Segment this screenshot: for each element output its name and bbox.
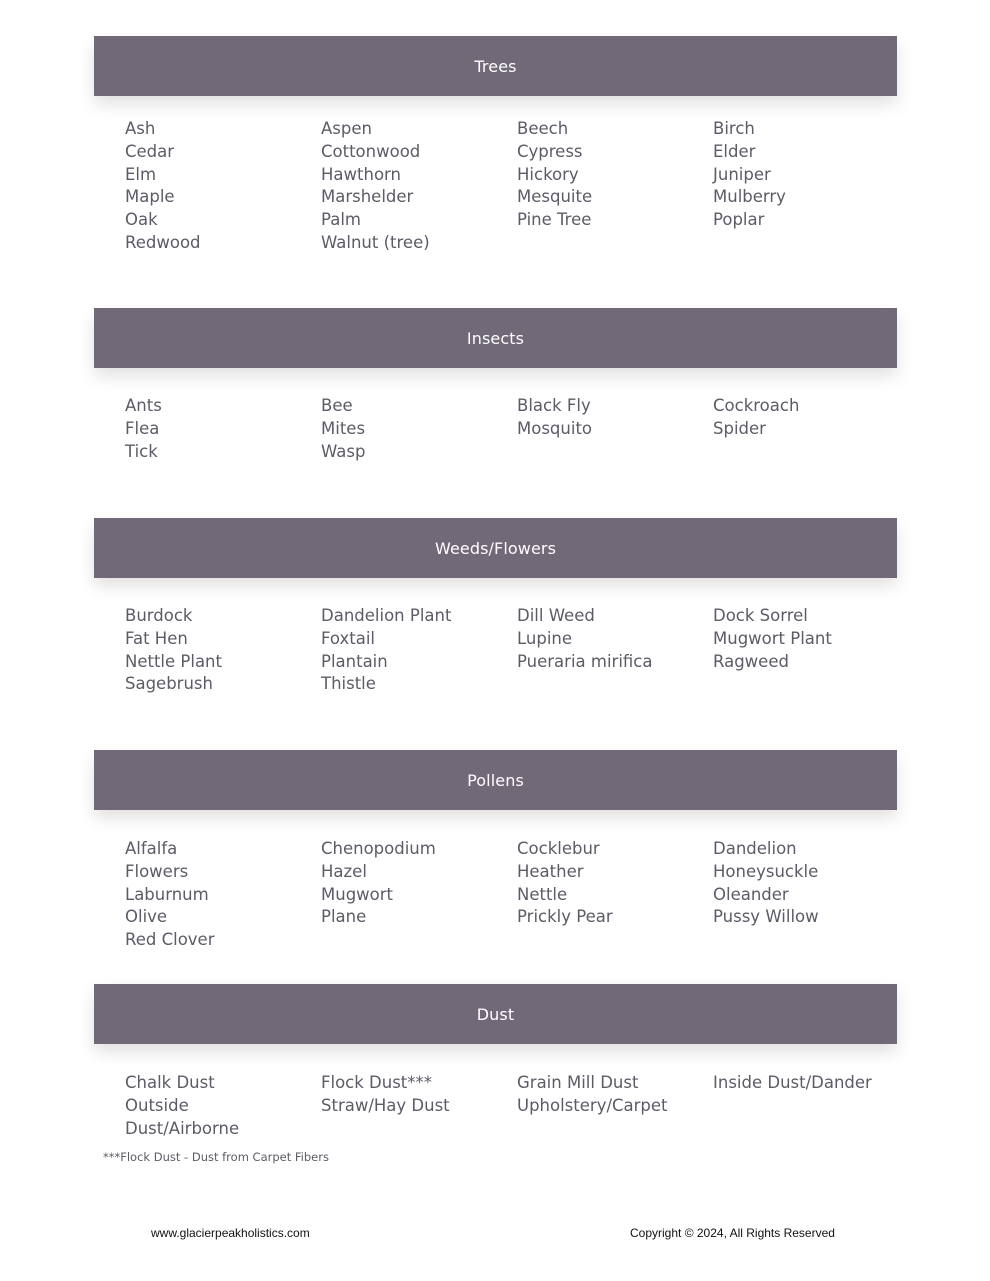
- list-item: Plane: [321, 907, 367, 927]
- list-item: Foxtail: [321, 628, 376, 648]
- section-title: Pollens: [467, 770, 524, 790]
- list-item: Flea: [125, 418, 160, 438]
- list-item: Black Fly: [517, 396, 591, 415]
- section-header-pollens: [94, 750, 897, 810]
- list-item: Oleander: [713, 884, 789, 904]
- list-item: Mosquito: [517, 418, 593, 438]
- list-item: Bee: [321, 396, 353, 415]
- list-item: Marshelder: [321, 187, 414, 207]
- list-item: Ash: [125, 119, 156, 138]
- list-item: Pine Tree: [517, 210, 592, 230]
- section-weeds-flowers: [94, 518, 897, 696]
- section-header-dust: [94, 984, 897, 1044]
- list-item: Spider: [713, 418, 766, 438]
- item-grid-dust: [94, 1072, 897, 1140]
- list-item: Tick: [125, 441, 158, 461]
- list-item: Lupine: [517, 628, 573, 648]
- list-item: Elm: [125, 164, 157, 184]
- list-item: Sagebrush: [125, 674, 213, 694]
- section-title: Dust: [476, 1004, 515, 1024]
- list-item: Redwood: [125, 232, 201, 252]
- list-item: Dill Weed: [517, 606, 595, 625]
- list-item: Ragweed: [713, 651, 789, 671]
- list-item: Dock Sorrel: [713, 606, 808, 625]
- list-item: Thistle: [321, 674, 376, 694]
- section-header-trees: [94, 36, 897, 96]
- list-item: Grain Mill Dust: [517, 1073, 639, 1092]
- list-item: Dandelion Plant: [321, 606, 452, 625]
- section-pollens: [94, 750, 897, 952]
- list-item: Upholstery/Carpet: [517, 1095, 668, 1115]
- list-item: Pueraria mirifica: [517, 651, 653, 671]
- list-item: Oak: [125, 210, 158, 230]
- item-grid-trees: [94, 118, 897, 255]
- list-item: Palm: [321, 210, 361, 230]
- list-item: Beech: [517, 119, 569, 138]
- list-item: Juniper: [713, 164, 771, 184]
- list-item: Alfalfa: [125, 839, 178, 858]
- list-item: Prickly Pear: [517, 907, 613, 927]
- list-item: Mugwort Plant: [713, 628, 832, 648]
- item-grid-insects: [94, 395, 897, 463]
- list-item: Plantain: [321, 651, 388, 671]
- list-item: Chalk Dust: [125, 1073, 215, 1092]
- section-header-weeds-flowers: [94, 518, 897, 578]
- list-item: Elder: [713, 141, 756, 161]
- list-item: Cocklebur: [517, 839, 600, 858]
- list-item: Cottonwood: [321, 141, 421, 161]
- list-item: Flowers: [125, 861, 189, 881]
- list-item: Ants: [125, 396, 162, 415]
- list-item: Chenopodium: [321, 839, 436, 858]
- footer-copyright: Copyright © 2024, All Rights Reserved: [630, 1226, 835, 1240]
- list-item: Outside Dust/Airborne: [125, 1095, 240, 1138]
- list-item: Aspen: [321, 119, 372, 138]
- list-item: Poplar: [713, 210, 765, 230]
- list-item: Nettle Plant: [125, 651, 222, 671]
- list-item: Dandelion: [713, 839, 797, 858]
- list-item: Hickory: [517, 164, 579, 184]
- list-item: Hawthorn: [321, 164, 401, 184]
- list-item: Pussy Willow: [713, 907, 819, 927]
- section-trees: [94, 36, 897, 255]
- list-item: Mites: [321, 418, 366, 438]
- section-title: Insects: [466, 328, 525, 348]
- list-item: Mugwort: [321, 884, 394, 904]
- footnote: ***Flock Dust - Dust from Carpet Fibers: [103, 1150, 329, 1164]
- list-item: Cypress: [517, 141, 583, 161]
- list-item: Olive: [125, 907, 168, 927]
- list-item: Heather: [517, 861, 584, 881]
- list-item: Maple: [125, 187, 175, 207]
- section-insects: [94, 308, 897, 463]
- list-item: Inside Dust/Dander: [713, 1073, 872, 1092]
- list-item: Red Clover: [125, 930, 215, 950]
- list-item: Laburnum: [125, 884, 209, 904]
- list-item: Mulberry: [713, 187, 786, 207]
- list-item: Straw/Hay Dust: [321, 1095, 450, 1115]
- list-item: Cedar: [125, 141, 175, 161]
- list-item: Fat Hen: [125, 628, 188, 648]
- list-item: Walnut (tree): [321, 232, 430, 252]
- footer-website: www.glacierpeakholistics.com: [151, 1226, 310, 1240]
- list-item: Burdock: [125, 606, 193, 625]
- section-dust: [94, 984, 897, 1140]
- item-grid-weeds-flowers: [94, 605, 897, 696]
- list-item: Hazel: [321, 861, 367, 881]
- list-item: Wasp: [321, 441, 366, 461]
- list-item: Mesquite: [517, 187, 593, 207]
- list-item: Nettle: [517, 884, 568, 904]
- list-item: Honeysuckle: [713, 861, 819, 881]
- list-item: Cockroach: [713, 396, 800, 415]
- list-item: Flock Dust***: [321, 1073, 433, 1092]
- section-title: Trees: [474, 56, 517, 76]
- section-title: Weeds/Flowers: [434, 538, 557, 558]
- list-item: Birch: [713, 119, 755, 138]
- item-grid-pollens: [94, 838, 897, 952]
- section-header-insects: [94, 308, 897, 368]
